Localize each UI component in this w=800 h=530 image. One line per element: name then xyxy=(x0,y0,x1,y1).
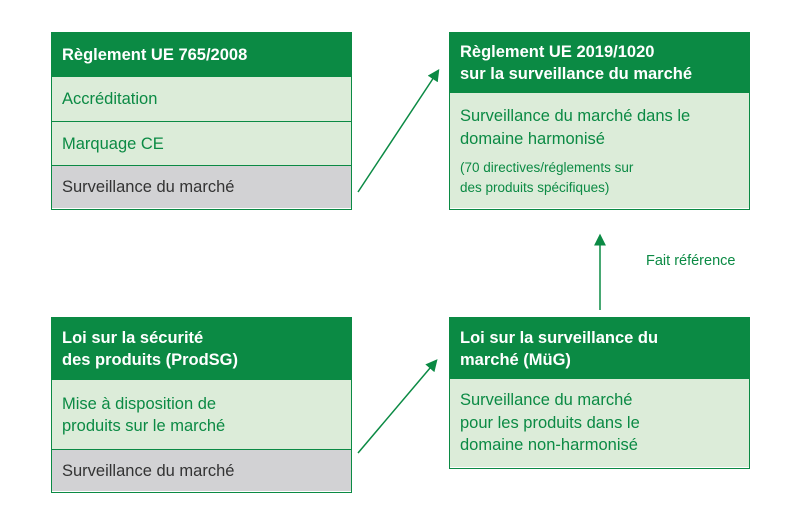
title-line: Règlement UE 2019/1020 xyxy=(460,43,655,61)
body-line: domaine non-harmonisé xyxy=(460,436,638,454)
body-line: domaine harmonisé xyxy=(460,129,605,148)
reg-765-title-text: Règlement UE 765/2008 xyxy=(62,45,248,64)
row-label: Marquage CE xyxy=(62,134,164,153)
row-line: Mise à disposition de xyxy=(62,394,217,413)
arrow-765-to-2019 xyxy=(358,71,438,192)
row-label: Surveillance du marché xyxy=(62,178,235,196)
title-line: des produits (ProdSG) xyxy=(62,350,239,369)
row-label: Accréditation xyxy=(62,90,158,108)
title-line: Loi sur la surveillance du xyxy=(460,328,659,347)
body-line: Surveillance du marché dans le xyxy=(460,107,691,125)
body-line: pour les produits dans le xyxy=(460,413,640,432)
fait-reference-label: Fait référence xyxy=(646,253,736,269)
body-line: Surveillance du marché xyxy=(460,391,633,409)
arrow-prodsg-to-mug xyxy=(358,361,436,453)
note-line: des produits spécifiques) xyxy=(460,180,610,195)
title-line: Loi sur la sécurité xyxy=(62,328,204,347)
row-label: Surveillance du marché xyxy=(62,461,235,480)
title-line: marché (MüG) xyxy=(460,350,571,369)
row-line: produits sur le marché xyxy=(62,416,226,435)
title-line: sur la surveillance du marché xyxy=(460,65,693,83)
note-line: (70 directives/réglements sur xyxy=(460,160,634,175)
